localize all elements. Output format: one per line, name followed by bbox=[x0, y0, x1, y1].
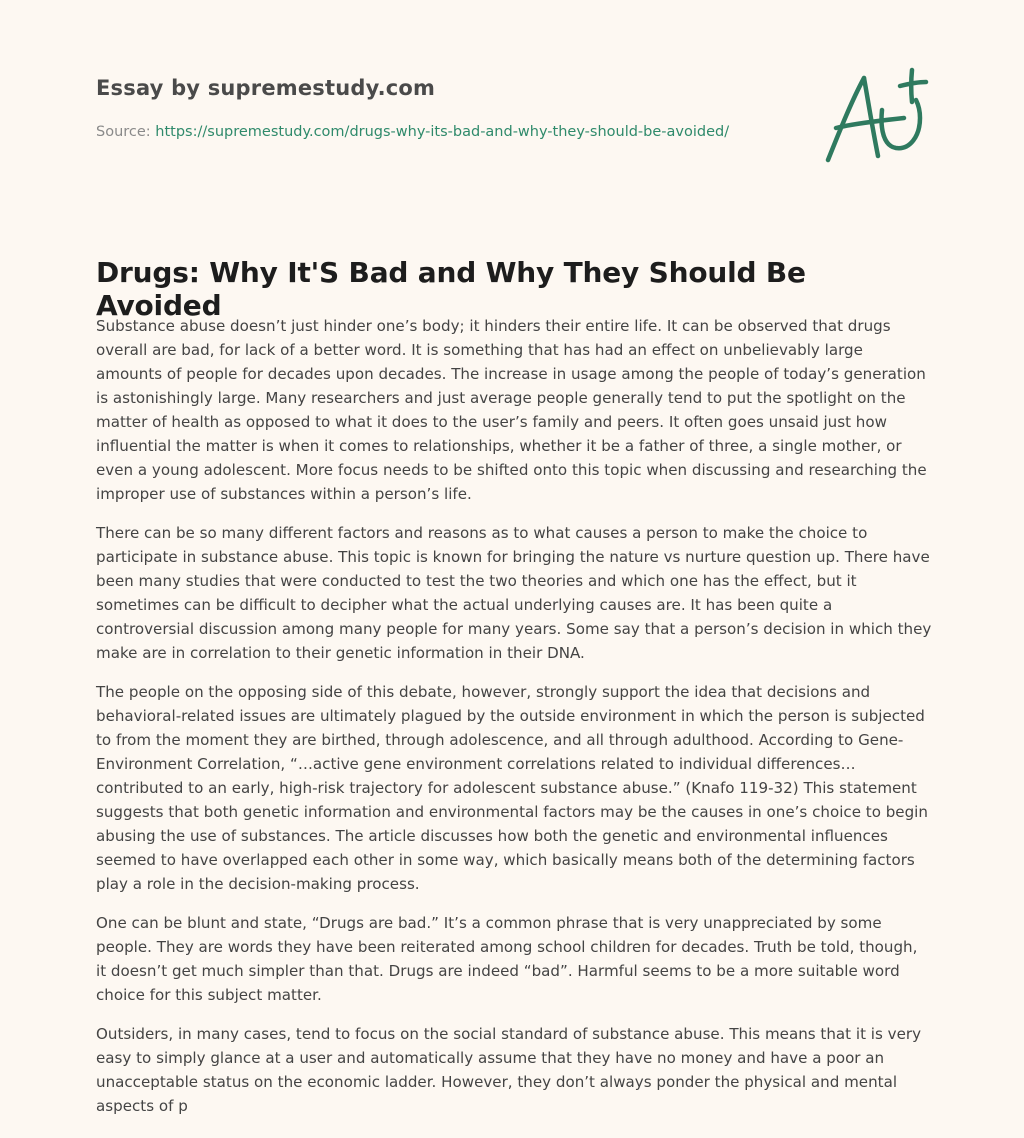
a-plus-logo-icon bbox=[820, 64, 930, 168]
source-label: Source: bbox=[96, 124, 156, 140]
source-line bbox=[96, 124, 796, 140]
essay-title: Drugs: Why It'S Bad and Why They Should Be Avoided bbox=[96, 256, 806, 322]
essay-paragraph: Substance abuse doesn’t just hinder one’s body; it hinders their entire life. It can be observed that drugs overall are bad, for lack of a better word. It is something that has had an effect on unbelievably large amounts of people for decades upon decades. The increase in usage among the people of today’s generation is astonishingly large. Many researchers and just average people generally tend to put the spotlight on the matter of health as opposed to what it does to the user’s family and peers. It often goes unsaid just how influential the matter is when it comes to relationships, whether it be a father of three, a single mother, or even a young adolescent. More focus needs to be shifted onto this topic when discussing and researching the improper use of substances within a person’s life. bbox=[96, 317, 927, 503]
essay-by-heading: Essay by supremestudy.com bbox=[96, 76, 436, 100]
essay-paragraph: Outsiders, in many cases, tend to focus on the social standard of substance abuse. This means that it is very easy to simply glance at a user and automatically assume that they have no money and have a poor an unacceptable status on the economic ladder. However, they don’t always ponder the physical and mental aspects of p bbox=[96, 1025, 921, 1115]
essay-paragraph: There can be so many different factors and reasons as to what causes a person to make the choice to participate in substance abuse. This topic is known for bringing the nature vs nurture question up. There have been many studies that were conducted to test the two theories and which one has the effect, but it sometimes can be difficult to decipher what the actual underlying causes are. It has been quite a controversial discussion among many people for many years. Some say that a person’s decision in which they make are in correlation to their genetic information in their DNA. bbox=[96, 524, 932, 662]
essay-paragraph: The people on the opposing side of this debate, however, strongly support the idea that decisions and behavioral-related issues are ultimately plagued by the outside environment in which the person is subjected to from the moment they are birthed, through adolescence, and all through adulthood. According to Gene-Environment Correlation, “…active gene environment correlations related to individual differences…contributed to an early, high-risk trajectory for adolescent substance abuse.” (Knafo 119-32) This statement suggests that both genetic information and environmental factors may be the causes in one’s choice to begin abusing the use of substances. The article discusses how both the genetic and environmental influences seemed to have overlapped each other in some way, which basically means both of the determining factors play a role in the decision-making process. bbox=[96, 683, 928, 893]
essay-body bbox=[96, 314, 932, 1133]
essay-paragraph: One can be blunt and state, “Drugs are bad.” It’s a common phrase that is very unappreciated by some people. They are words they have been reiterated among school children for decades. Truth be told, though, it doesn’t get much simpler than that. Drugs are indeed “bad”. Harmful seems to be a more suitable word choice for this subject matter. bbox=[96, 914, 918, 1004]
source-link[interactable]: https://supremestudy.com/drugs-why-its-bad-and-why-they-should-be-avoided/ bbox=[155, 124, 730, 140]
essay-header bbox=[96, 76, 796, 140]
